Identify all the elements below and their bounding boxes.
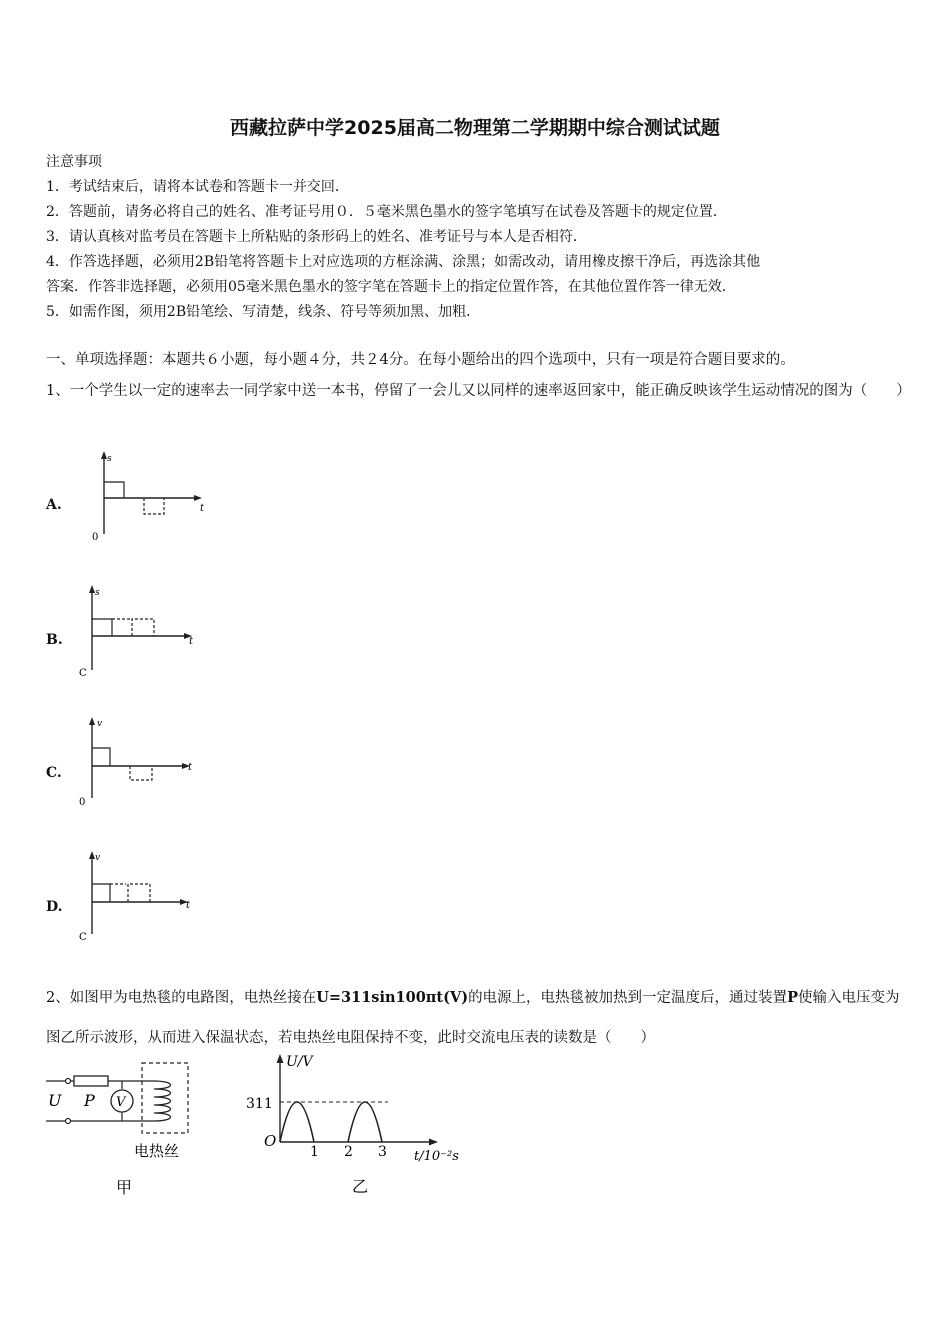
origin-label: C <box>79 668 87 679</box>
question-1-text: 1、一个学生以一定的速率去一同学家中送一本书，停留了一会儿又以同样的速率返回家中，能正确反映该学生运动情况的图为（ ） <box>46 383 911 399</box>
heating-coil <box>154 1081 171 1121</box>
notice-item: 1．考试结束后，请将本试卷和答题卡一并交回． <box>46 179 349 195</box>
peak-label: 311 <box>246 1096 273 1112</box>
option-c-label: C. <box>46 765 62 781</box>
notice-heading: 注意事项 <box>46 154 102 170</box>
option-d-graph <box>76 848 201 944</box>
axis-label: t <box>186 900 191 911</box>
y-axis-label: U/V <box>286 1054 313 1070</box>
notice-item: 3．请认真核对监考员在答题卡上所粘贴的条形码上的姓名、准考证号与本人是否相符． <box>46 229 587 245</box>
notice-item: 答案．作答非选择题，必须用05毫米黑色墨水的签字笔在答题卡上的指定位置作答，在其他位置作答一律无效． <box>46 279 736 295</box>
axis-label: s <box>107 454 112 464</box>
question-2-part: 2、如图甲为电热毯的电路图，电热丝接在 <box>46 990 317 1006</box>
figure-a-caption: 甲 <box>116 1178 133 1197</box>
question-2-part: 使输入电压变为图乙所示波形，从而进入保温状态，若电热丝电阻保持不变，此时交流电压表的读数是（ ） <box>46 990 900 1046</box>
device-symbol: P <box>787 989 798 1006</box>
notice-item: 4．作答选择题，必须用2B铅笔将答题卡上对应选项的方框涂满、涂黑；如需改动，请用橡皮擦干净后，再选涂其他 <box>46 254 761 270</box>
axis-label: t <box>200 503 205 514</box>
option-d-label: D. <box>46 899 63 915</box>
source-formula: U=311sin100πt(V) <box>316 989 469 1006</box>
tick-label: 1 <box>310 1144 319 1160</box>
origin-label: O <box>264 1132 277 1150</box>
axis-label: t <box>189 636 194 647</box>
heater-label: 电热丝 <box>134 1142 180 1160</box>
u-label: U <box>48 1091 62 1110</box>
notice-item: 2．答题前，请务必将自己的姓名、准考证号用０．５毫米黑色墨水的签字笔填写在试卷及答题卡的规定位置． <box>46 204 727 220</box>
waveform-hump <box>280 1102 314 1142</box>
circuit-diagram <box>46 1055 216 1201</box>
voltmeter-label: V <box>116 1095 126 1110</box>
axis-label: v <box>95 853 101 863</box>
waveform-chart <box>240 1050 475 1202</box>
notice-item: 5．如需作图，须用2B铅笔绘、写清楚，线条、符号等须加黑、加粗． <box>46 304 481 320</box>
axis-label: s <box>95 588 100 598</box>
x-axis-label: t/10⁻²s <box>414 1149 459 1164</box>
document-title: 西藏拉萨中学2025届高二物理第二学期期中综合测试试题 <box>230 117 720 139</box>
notice-section <box>46 150 916 325</box>
option-b-label: B. <box>46 632 63 648</box>
origin-label: C <box>79 932 87 943</box>
option-b-graph <box>76 582 206 682</box>
axis-label: v <box>97 719 103 729</box>
question-2-part: 的电源上，电热毯被加热到一定温度后，通过装置 <box>468 990 788 1006</box>
waveform-hump <box>348 1102 382 1142</box>
section-heading: 一、单项选择题：本题共６小题，每小题４分，共２4分。在每小题给出的四个选项中，只有一项是符合题目要求的。 <box>46 352 795 368</box>
question-2-text <box>46 978 910 1058</box>
tick-label: 3 <box>378 1144 387 1160</box>
axis-label: t <box>188 762 193 773</box>
device-p-box <box>74 1076 108 1086</box>
origin-label: 0 <box>92 532 99 543</box>
option-c-graph <box>76 714 201 810</box>
figure-b-caption: 乙 <box>352 1177 369 1196</box>
option-a-label: A. <box>46 497 62 513</box>
option-a-graph <box>88 448 213 546</box>
origin-label: 0 <box>79 797 86 808</box>
tick-label: 2 <box>344 1144 353 1160</box>
p-label: P <box>84 1091 95 1110</box>
